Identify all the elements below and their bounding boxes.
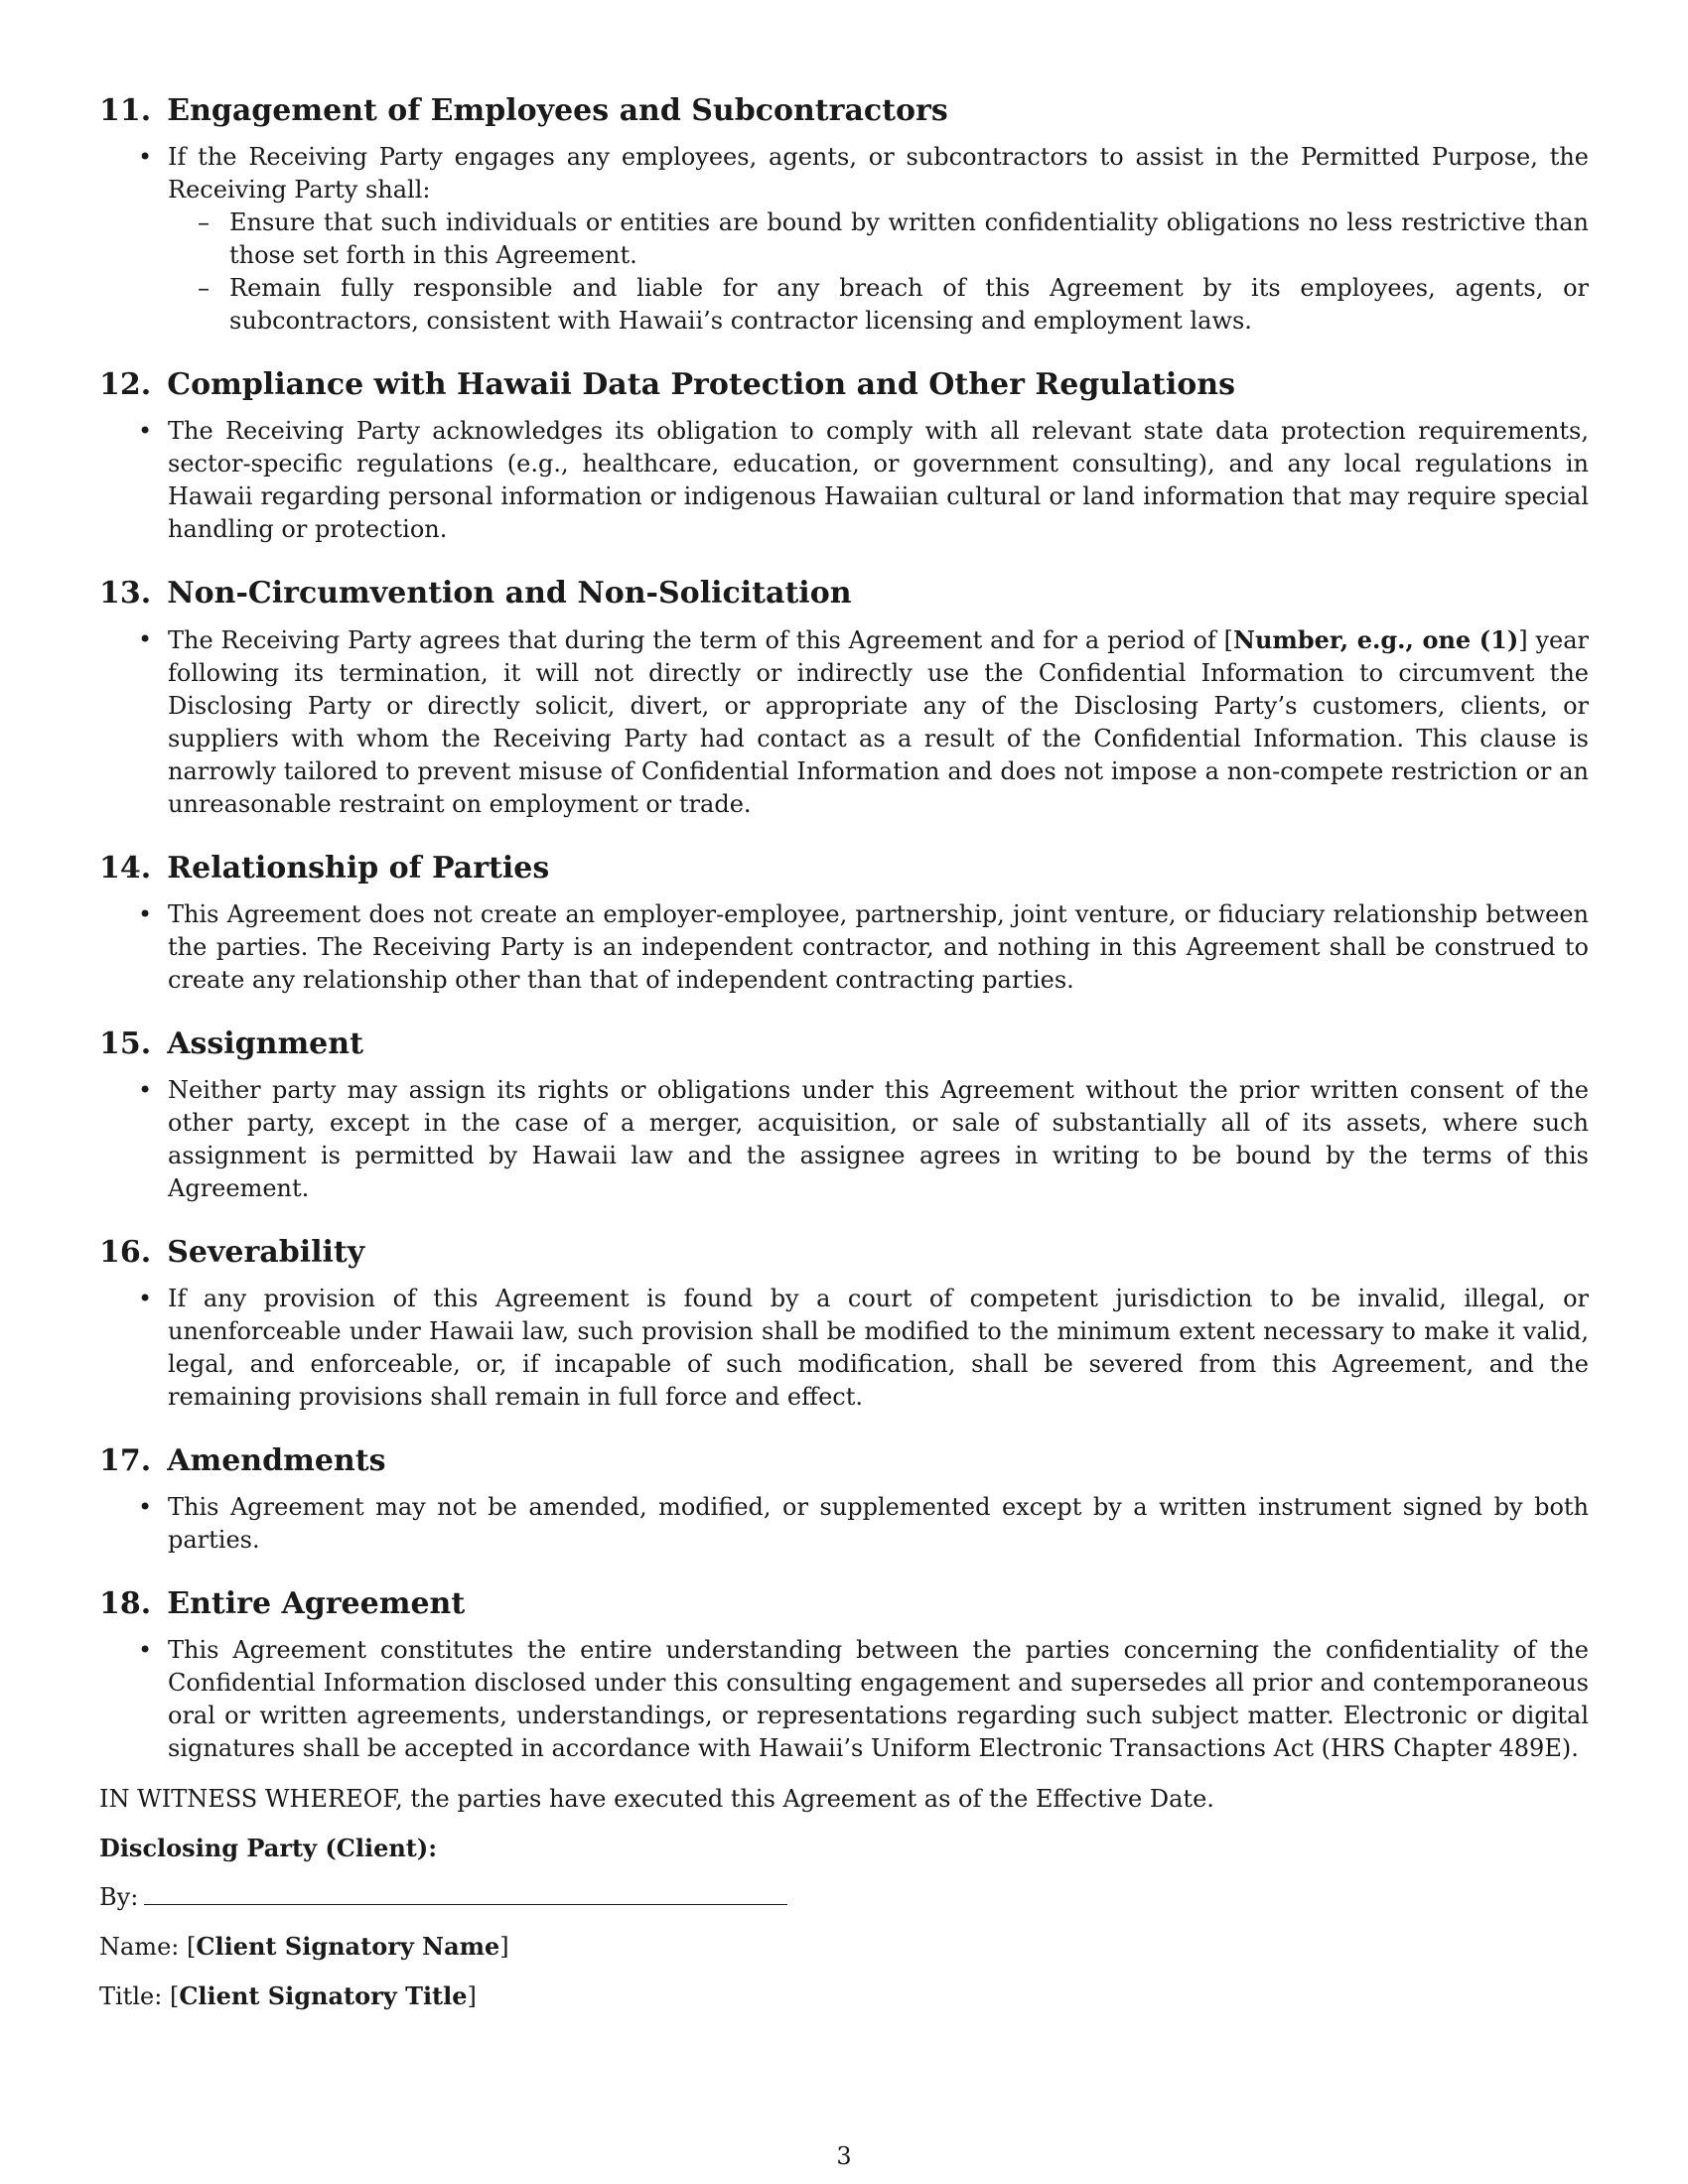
- bullet-text: This Agreement constitutes the entire understanding between the parties concerning the confidentiality of the Confidential Information disclosed under this consulting engagement and supersedes all prior and contemporaneous oral or written agreements, understandings, or representations regarding such subject matter. Electronic or digital signatures shall be accepted in accordance with Hawaii’s Uniform Electronic Transactions Act (HRS Chapter 489E).: [168, 1636, 1589, 1762]
- section-12: [99, 367, 1589, 546]
- bullet-text: If any provision of this Agreement is found by a court of competent jurisdiction to be invalid, illegal, or unenforceable under Hawaii law, such provision shall be modified to the minimum extent necessary to make it valid, legal, and enforceable, or, if incapable of such modification, shall be severed from this Agreement, and the remaining provisions shall remain in full force and effect.: [168, 1285, 1589, 1411]
- section-title: Compliance with Hawaii Data Protection and Other Regulations: [167, 367, 1235, 402]
- section-number: 15.: [99, 1026, 152, 1061]
- document-page: [99, 93, 1589, 2029]
- bullet-icon: •: [138, 143, 153, 171]
- sub-list-item: [99, 206, 1589, 272]
- sub-item-text: Ensure that such individuals or entities are bound by written confidentiality obligations no less restrictive than those set forth in this Agreement.: [229, 208, 1589, 269]
- bullet-text: This Agreement does not create an employer-employee, partnership, joint venture, or fiduciary relationship between the parties. The Receiving Party is an independent contractor, and nothing in this Agreement shall be construed to create any relationship other than that of independent contracting parties.: [168, 900, 1589, 994]
- sub-list: [99, 206, 1589, 338]
- placeholder-term: Number, e.g., one (1): [1233, 625, 1519, 654]
- section-13: [99, 576, 1589, 821]
- section-17: [99, 1443, 1589, 1557]
- section-number: 11.: [99, 93, 152, 128]
- dash-icon: –: [198, 274, 210, 302]
- section-title: Amendments: [167, 1443, 386, 1478]
- bullet-text: Neither party may assign its rights or obligations under this Agreement without the prior written consent of the other party, except in the case of a merger, acquisition, or sale of substantially all of its assets, where such assignment is permitted by Hawaii law and the assignee agrees in writing to be bound by the terms of this Agreement.: [168, 1076, 1589, 1202]
- section-title: Severability: [167, 1235, 365, 1270]
- section-heading: [99, 1235, 1589, 1271]
- signature-name-line: [99, 1930, 1589, 1964]
- bullet-icon: •: [138, 1076, 153, 1104]
- list-item: [99, 1634, 1589, 1765]
- section-number: 12.: [99, 367, 152, 402]
- bullet-text: The Receiving Party acknowledges its obligation to comply with all relevant state data protection requirements, sector-specific regulations (e.g., healthcare, education, or government consulting), and any local regulations in Hawaii regarding personal information or indigenous Hawaiian cultural or land information that may require special handling or protection.: [168, 417, 1589, 543]
- section-number: 18.: [99, 1586, 152, 1621]
- section-number: 14.: [99, 851, 152, 886]
- signature-title-line: [99, 1979, 1589, 2013]
- section-title: Entire Agreement: [167, 1586, 466, 1621]
- list-item: [99, 1074, 1589, 1205]
- section-16: [99, 1235, 1589, 1414]
- close-bracket: ]: [499, 1933, 509, 1961]
- dash-icon: –: [198, 208, 210, 236]
- open-bracket: [: [169, 1982, 180, 2010]
- section-title: Engagement of Employees and Subcontractors: [167, 93, 948, 128]
- open-bracket: [: [187, 1933, 197, 1961]
- section-11: [99, 93, 1589, 338]
- section-heading: [99, 1443, 1589, 1479]
- list-item: [99, 141, 1589, 206]
- section-heading: [99, 93, 1589, 129]
- sub-item-text: Remain fully responsible and liable for any breach of this Agreement by its employees, agents, or subcontractors, consistent with Hawaii’s contractor licensing and employment laws.: [229, 274, 1589, 335]
- signature-party-heading: Disclosing Party (Client):: [99, 1834, 438, 1862]
- name-label: Name:: [99, 1933, 180, 1961]
- bullet-text: If the Receiving Party engages any employees, agents, or subcontractors to assist in the Permitted Purpose, the Receiving Party shall:: [168, 143, 1589, 204]
- title-placeholder: Client Signatory Title: [179, 1981, 468, 2010]
- bullet-icon: •: [138, 417, 153, 445]
- title-label: Title:: [99, 1982, 163, 2010]
- list-item: [99, 623, 1589, 821]
- bullet-icon: •: [138, 900, 153, 928]
- section-title: Assignment: [167, 1026, 363, 1061]
- section-number: 17.: [99, 1443, 152, 1478]
- bullet-icon: •: [138, 1493, 153, 1521]
- name-placeholder: Client Signatory Name: [196, 1932, 500, 1961]
- bullet-text-post: ] year following its termination, it will not directly or indirectly use the Confidential Information to circumvent the Disclosing Party or directly solicit, divert, or appropriate any of the Disclosing Party’s customers, clients, or suppliers with whom the Receiving Party had contact as a result of the Confidential Information. This clause is narrowly tailored to prevent misuse of Confidential Information and does not impose a non-compete restriction or an unreasonable restraint on employment or trade.: [168, 626, 1589, 818]
- list-item: [99, 1491, 1589, 1557]
- section-14: [99, 851, 1589, 997]
- section-18: [99, 1586, 1589, 1765]
- bullet-icon: •: [138, 1285, 153, 1312]
- by-label: By:: [99, 1883, 139, 1911]
- sub-list-item: [99, 272, 1589, 338]
- bullet-text-pre: The Receiving Party agrees that during the term of this Agreement and for a period of [: [168, 626, 1234, 654]
- signature-blank-line[interactable]: [144, 1880, 787, 1905]
- bullet-text: This Agreement may not be amended, modified, or supplemented except by a written instrument signed by both parties.: [168, 1493, 1589, 1554]
- section-heading: [99, 576, 1589, 612]
- section-15: [99, 1026, 1589, 1205]
- signature-by-line: [99, 1880, 1589, 1914]
- section-number: 13.: [99, 576, 152, 611]
- list-item: [99, 415, 1589, 546]
- bullet-icon: •: [138, 625, 153, 653]
- section-heading: [99, 1026, 1589, 1062]
- section-number: 16.: [99, 1235, 152, 1270]
- section-title: Relationship of Parties: [167, 851, 550, 886]
- list-item: [99, 898, 1589, 997]
- bullet-icon: •: [138, 1636, 153, 1664]
- section-heading: [99, 367, 1589, 403]
- section-heading: [99, 851, 1589, 887]
- list-item: [99, 1283, 1589, 1414]
- section-title: Non-Circumvention and Non-Solicitation: [167, 576, 852, 611]
- page-number: 3: [836, 2142, 852, 2170]
- section-heading: [99, 1586, 1589, 1622]
- witness-statement: IN WITNESS WHEREOF, the parties have executed this Agreement as of the Effective Date.: [99, 1785, 1214, 1813]
- close-bracket: ]: [467, 1982, 477, 2010]
